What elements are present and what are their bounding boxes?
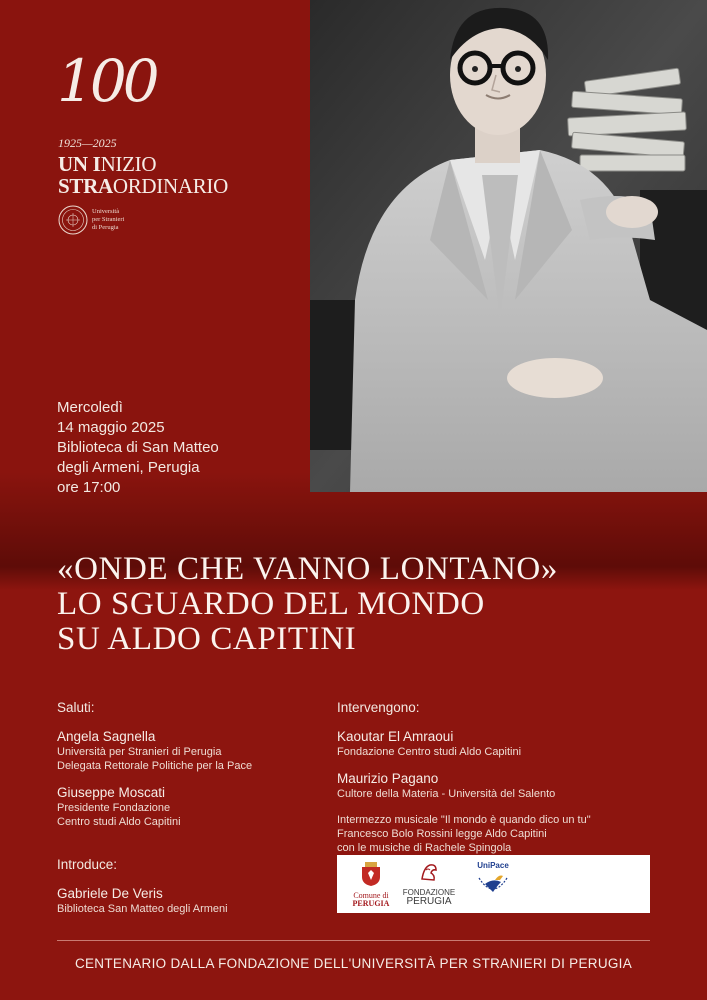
speaker-name: Gabriele De Veris bbox=[57, 886, 163, 901]
title-line-3: SU ALDO CAPITINI bbox=[57, 621, 357, 657]
speaker-role: Biblioteca San Matteo degli Armeni bbox=[57, 903, 228, 915]
speaker-name: Giuseppe Moscati bbox=[57, 785, 166, 800]
university-name-line-3: di Perugia bbox=[92, 224, 119, 231]
tagline-line-2-rest: ORDINARIO bbox=[112, 174, 228, 198]
comune-line-1: Comune di bbox=[353, 891, 389, 900]
university-seal-icon bbox=[58, 205, 88, 235]
centenary-years: 1925—2025 bbox=[58, 136, 117, 150]
musical-interlude bbox=[337, 813, 677, 855]
centenary-logo-number: 100 bbox=[57, 47, 156, 115]
panel-speaker bbox=[337, 771, 677, 801]
speaker-name: Maurizio Pagano bbox=[337, 771, 439, 786]
tagline-line-1-bold: UN I bbox=[58, 152, 101, 176]
title-line-1: «ONDE CHE VANNO LONTANO» bbox=[57, 551, 558, 587]
university-name bbox=[92, 208, 152, 232]
greeting-speaker bbox=[57, 785, 327, 829]
speaker-role: Delegata Rettorale Politiche per la Pace bbox=[57, 760, 253, 772]
speaker-role: Centro studi Aldo Capitini bbox=[57, 816, 181, 828]
greetings-section bbox=[57, 700, 327, 841]
aldo-capitini-portrait-photo bbox=[310, 0, 707, 492]
tagline-line-1-rest: NIZIO bbox=[100, 152, 157, 176]
event-details bbox=[57, 398, 219, 498]
griffin-icon bbox=[418, 861, 440, 883]
greeting-speaker bbox=[57, 729, 327, 773]
comune-crest-icon bbox=[360, 861, 382, 887]
intro-label: Introduce: bbox=[57, 857, 118, 872]
footer-text: CENTENARIO DALLA FONDAZIONE DELL'UNIVERSITÀ PER STRANIERI DI PERUGIA bbox=[74, 956, 633, 971]
tagline-line-2 bbox=[58, 176, 228, 197]
speaker-name: Angela Sagnella bbox=[57, 729, 156, 744]
speaker-role: Università per Stranieri di Perugia bbox=[57, 746, 222, 758]
title-line-2: LO SGUARDO DEL MONDO bbox=[57, 586, 485, 622]
speaker-role: Fondazione Centro studi Aldo Capitini bbox=[337, 746, 522, 758]
fondazione-line-1: FONDAZIONE bbox=[402, 888, 456, 897]
interlude-line: con le musiche di Rachele Spingola bbox=[337, 842, 512, 854]
speakers-label: Intervengono: bbox=[337, 700, 420, 715]
university-name-line-1: Università bbox=[92, 208, 120, 215]
dove-icon bbox=[473, 870, 513, 904]
footer-divider bbox=[57, 940, 650, 941]
greetings-label: Saluti: bbox=[57, 700, 95, 715]
comune-line-2: PERUGIA bbox=[352, 899, 390, 908]
panel-speaker bbox=[337, 729, 677, 759]
speaker-role: Cultore della Materia - Università del Salento bbox=[337, 788, 556, 800]
speaker-role: Presidente Fondazione bbox=[57, 802, 171, 814]
interlude-line: Francesco Bolo Rossini legge Aldo Capitini bbox=[337, 828, 547, 840]
university-name-line-2: per Stranieri bbox=[92, 216, 125, 223]
comune-perugia-logo bbox=[351, 861, 391, 908]
introduction-section bbox=[57, 857, 327, 928]
tagline-line-1 bbox=[58, 154, 156, 175]
event-venue-line-1: Biblioteca di San Matteo bbox=[57, 439, 219, 456]
event-time: ore 17:00 bbox=[57, 479, 121, 496]
fondazione-perugia-logo bbox=[401, 861, 457, 906]
event-title bbox=[57, 552, 697, 657]
event-date: 14 maggio 2025 bbox=[57, 419, 165, 436]
event-day: Mercoledì bbox=[57, 399, 123, 416]
partner-logos bbox=[337, 855, 650, 913]
event-venue-line-2: degli Armeni, Perugia bbox=[57, 459, 200, 476]
tagline-line-2-bold: STRA bbox=[58, 174, 113, 198]
unipace-logo bbox=[465, 861, 521, 909]
speakers-section bbox=[337, 700, 677, 855]
fondazione-line-2: PERUGIA bbox=[406, 896, 452, 907]
interlude-line: Intermezzo musicale "Il mondo è quando dico un tu" bbox=[337, 814, 591, 826]
unipace-label: UniPace bbox=[477, 861, 509, 870]
speaker-name: Kaoutar El Amraoui bbox=[337, 729, 454, 744]
intro-speaker bbox=[57, 886, 327, 916]
